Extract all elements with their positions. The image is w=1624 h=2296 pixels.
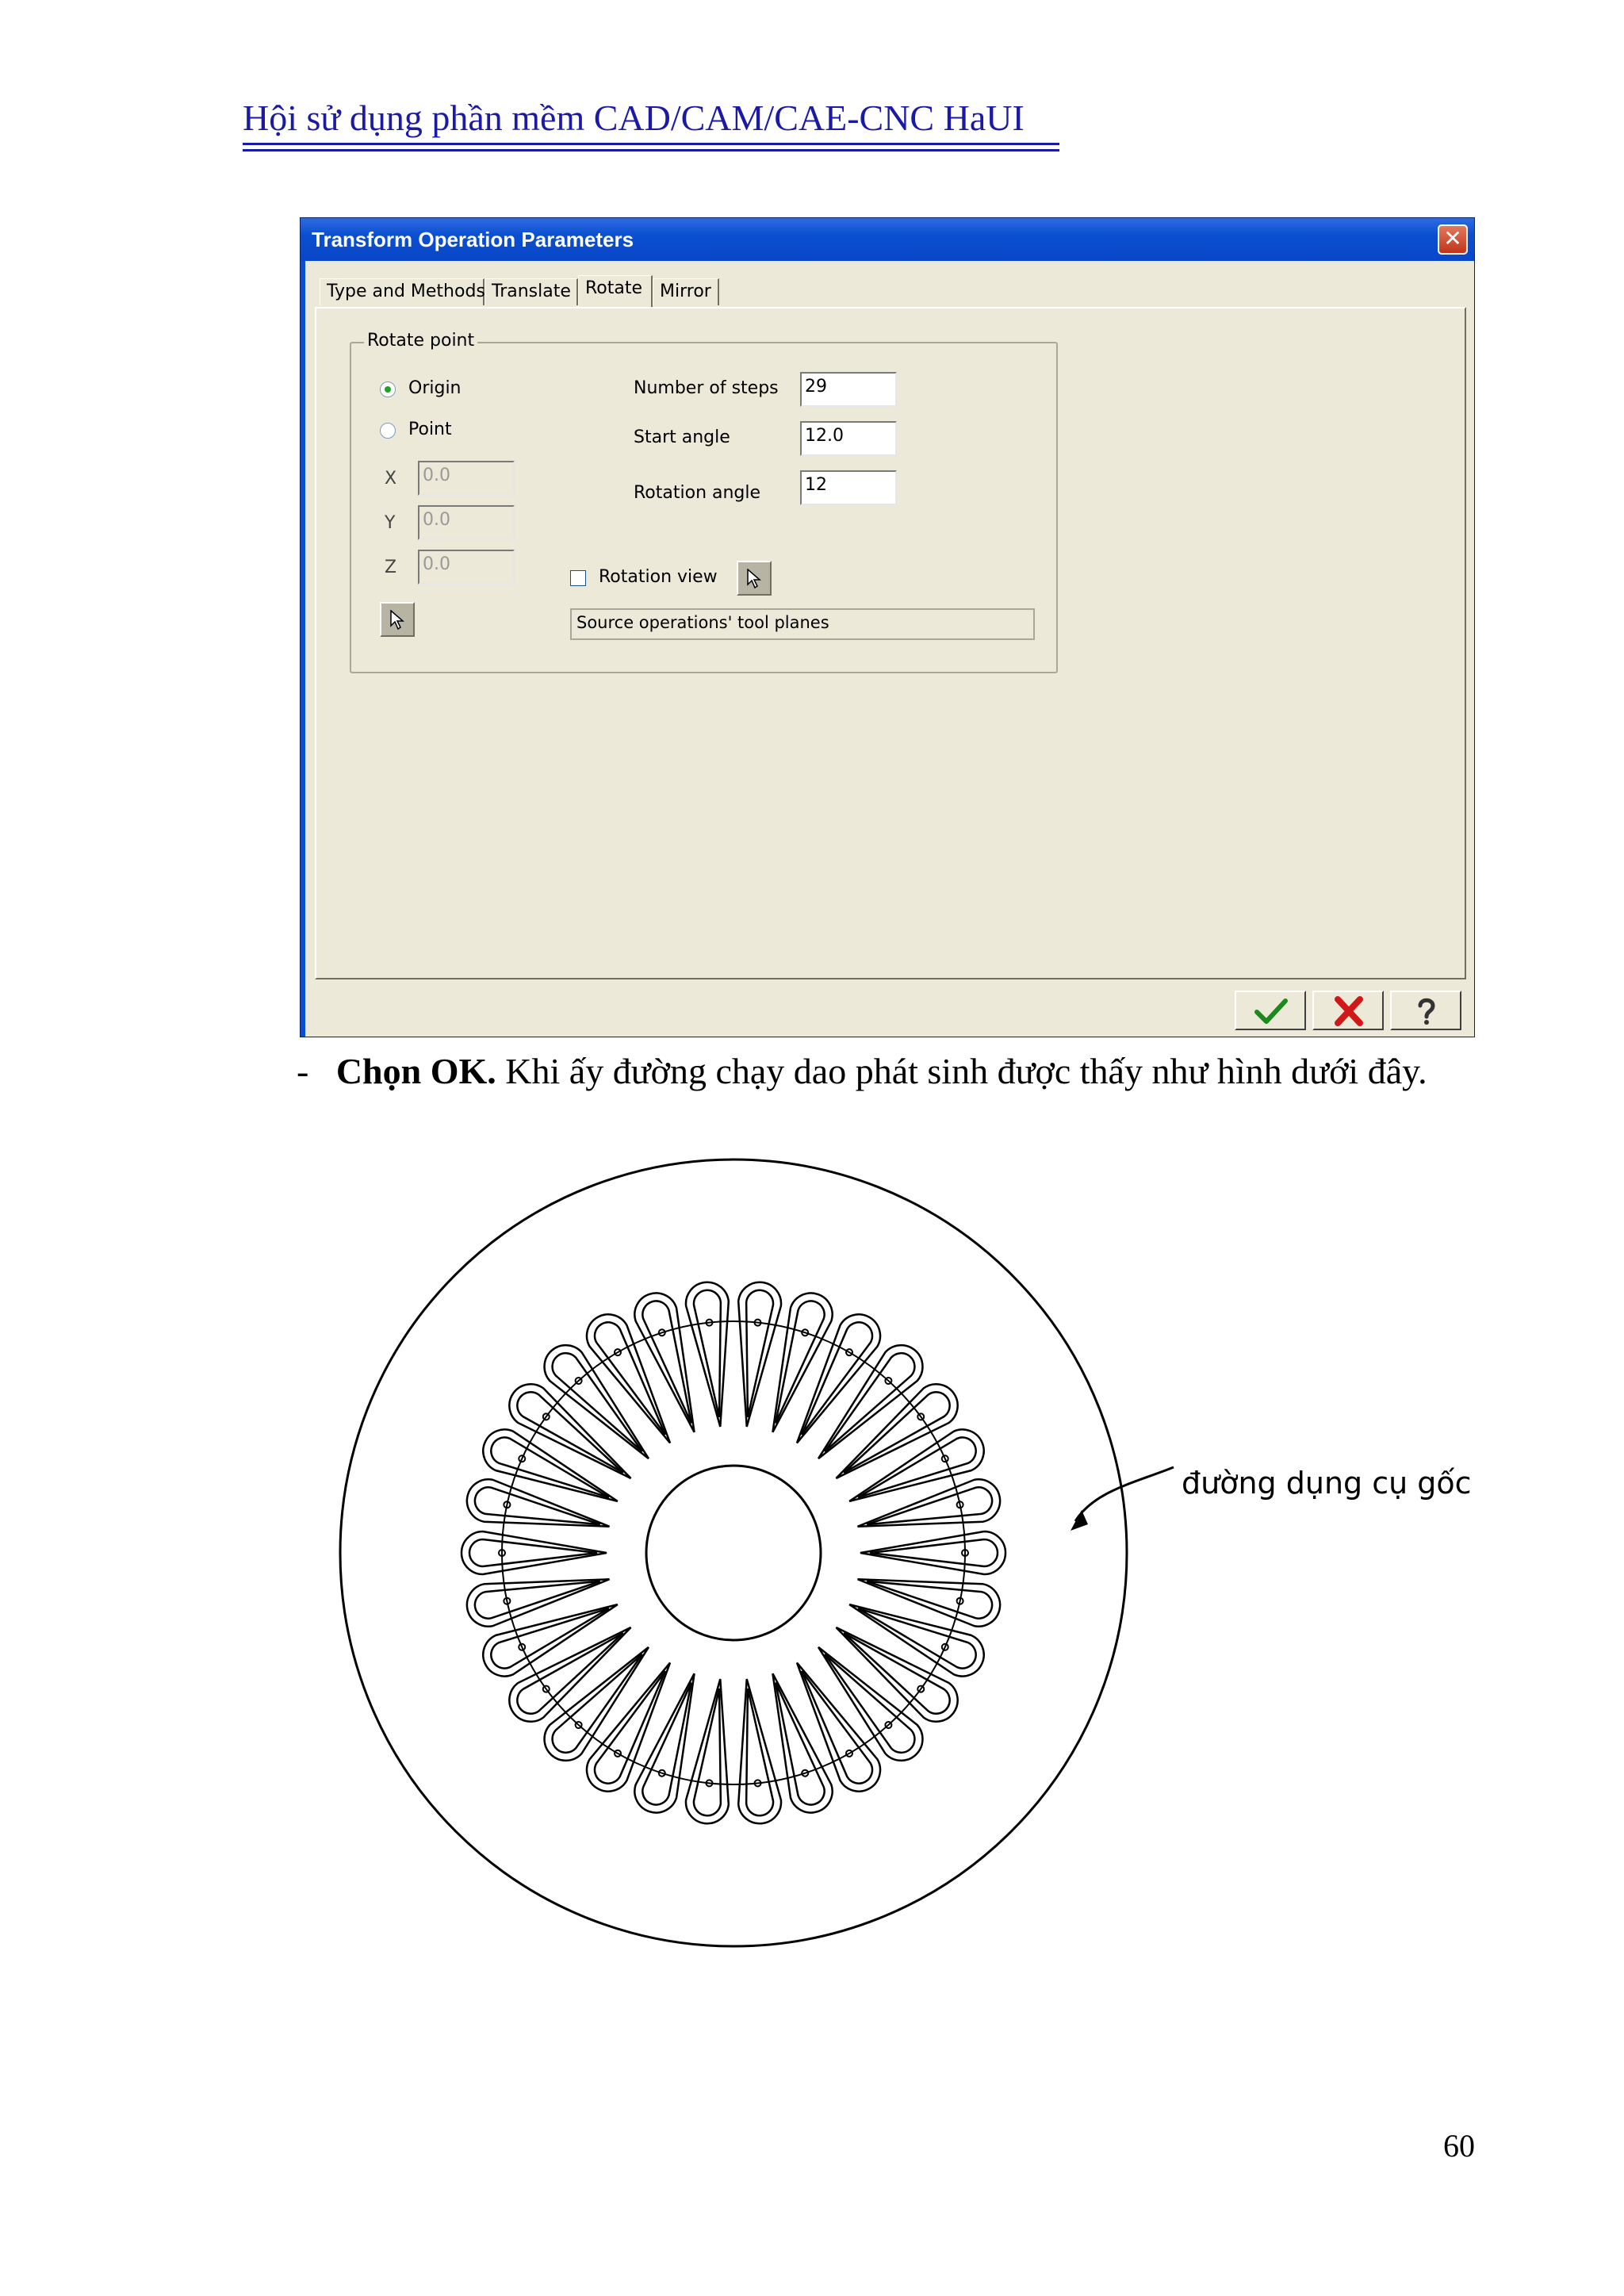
dialog-titlebar[interactable] — [301, 218, 1474, 261]
help-button[interactable] — [1390, 991, 1461, 1030]
tab-translate[interactable]: Translate — [485, 278, 578, 305]
cursor-icon — [389, 610, 407, 631]
close-icon: ✕ — [1443, 225, 1462, 251]
toolpath-slot — [726, 1677, 783, 1826]
rotation-view-select-button[interactable] — [737, 561, 772, 596]
slot-group — [462, 1280, 1005, 1826]
start-angle-input[interactable]: 12.0 — [800, 421, 897, 456]
page-number: 60 — [1443, 2128, 1475, 2164]
rotation-angle-label: Rotation angle — [634, 483, 761, 503]
toolpath-slot — [684, 1280, 741, 1429]
instruction-paragraph — [297, 1048, 1477, 1094]
origin-label: Origin — [408, 378, 462, 398]
toolpath-slot — [841, 1423, 990, 1521]
tool-planes-field: Source operations' tool planes — [570, 608, 1035, 640]
header-rule-top — [243, 143, 1059, 145]
x-input[interactable]: 0.0 — [418, 461, 515, 496]
paragraph-text: Khi ấy đường chạy dao phát sinh được thấy như hình dưới đây. — [496, 1051, 1427, 1091]
outer-boundary-circle — [340, 1159, 1127, 1946]
header-rule-bottom — [243, 149, 1059, 151]
bullet-dash: - — [297, 1051, 309, 1091]
original-toolpath-callout: đường dụng cụ gốc — [1182, 1466, 1472, 1501]
tab-mirror[interactable]: Mirror — [653, 278, 719, 305]
y-label: Y — [385, 513, 396, 533]
cancel-x-icon — [1331, 996, 1366, 1026]
toolpath-slot — [477, 1423, 626, 1521]
dialog-left-edge — [301, 261, 305, 1037]
pitch-circle — [502, 1321, 965, 1784]
toolpath-slot — [684, 1677, 741, 1826]
origin-radio[interactable] — [380, 381, 396, 397]
tab-type-and-methods[interactable]: Type and Methods — [320, 278, 485, 305]
transform-dialog — [300, 217, 1475, 1037]
page-header: Hội sử dụng phần mềm CAD/CAM/CAE-CNC HaUI — [243, 98, 1025, 138]
steps-input[interactable]: 29 — [800, 372, 897, 407]
z-input[interactable]: 0.0 — [418, 550, 515, 585]
toolpath-slot — [462, 1531, 607, 1574]
cursor-icon — [746, 569, 764, 589]
toolpath-slot — [477, 1585, 626, 1683]
toolpath-slot — [841, 1585, 990, 1683]
tab-rotate[interactable]: Rotate — [578, 275, 653, 307]
dialog-title: Transform Operation Parameters — [312, 228, 634, 251]
rotation-view-checkbox[interactable] — [570, 570, 586, 586]
rotate-point-label: Rotate point — [364, 331, 477, 351]
center-hole-circle — [646, 1466, 821, 1640]
x-label: X — [385, 469, 397, 489]
help-question-icon — [1409, 996, 1444, 1026]
point-select-button[interactable] — [380, 602, 415, 637]
choose-ok-text: Chọn OK. — [335, 1051, 496, 1091]
callout-arrowhead — [1071, 1510, 1088, 1531]
point-label: Point — [408, 420, 452, 439]
ok-button[interactable] — [1235, 991, 1306, 1030]
toolpath-diagram — [333, 1150, 1189, 1959]
start-angle-label: Start angle — [634, 427, 730, 447]
point-radio[interactable] — [380, 423, 396, 439]
checkmark-icon — [1254, 996, 1289, 1026]
close-button[interactable] — [1438, 224, 1468, 255]
cancel-button[interactable] — [1312, 991, 1384, 1030]
rotation-angle-input[interactable]: 12 — [800, 470, 897, 505]
toolpath-slot — [726, 1280, 783, 1429]
rotation-view-label: Rotation view — [599, 567, 718, 587]
toolpath-slot — [860, 1531, 1005, 1574]
steps-label: Number of steps — [634, 378, 779, 398]
y-input[interactable]: 0.0 — [418, 505, 515, 540]
z-label: Z — [385, 558, 397, 577]
